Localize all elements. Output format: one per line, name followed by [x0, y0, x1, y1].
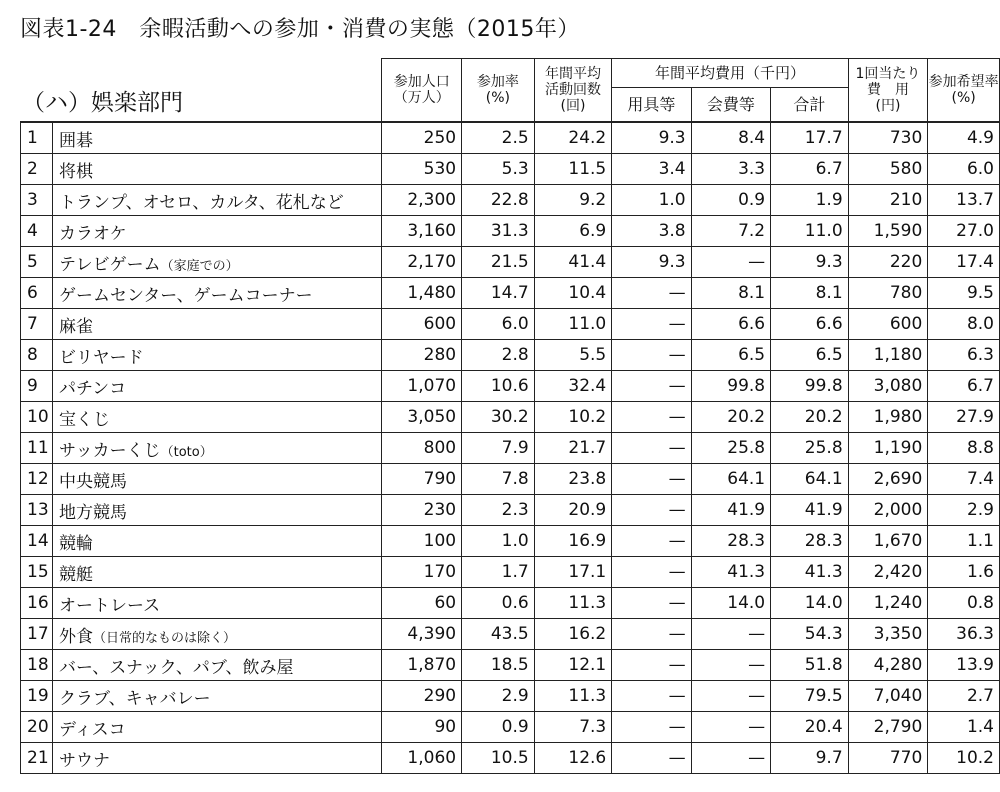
hope-rate-cell: 8.0 [928, 309, 1000, 340]
header-activity-count: 年間平均 活動回数 (回) [534, 59, 612, 123]
table-row [21, 619, 1000, 650]
participants-cell: 530 [382, 154, 462, 185]
row-number: 10 [21, 402, 53, 433]
hope-rate-cell: 1.1 [928, 526, 1000, 557]
header-equipment: 用具等 [612, 88, 691, 123]
total-cost-cell: 25.8 [771, 433, 849, 464]
table-row [21, 681, 1000, 712]
participants-cell: 100 [382, 526, 462, 557]
fee-cost-cell: 6.6 [691, 309, 771, 340]
header-total: 合計 [771, 88, 849, 123]
total-cost-cell: 8.1 [771, 278, 849, 309]
table-row [21, 122, 1000, 154]
table-row [21, 712, 1000, 743]
total-cost-cell: 11.0 [771, 216, 849, 247]
hope-rate-cell: 17.4 [928, 247, 1000, 278]
activity-name: サウナ [52, 743, 381, 774]
rate-cell: 10.6 [462, 371, 535, 402]
rate-cell: 2.5 [462, 122, 535, 154]
equipment-cost-cell: — [612, 464, 691, 495]
per-visit-cost-cell: 600 [848, 309, 928, 340]
table-row [21, 495, 1000, 526]
total-cost-cell: 54.3 [771, 619, 849, 650]
fee-cost-cell: — [691, 681, 771, 712]
total-cost-cell: 79.5 [771, 681, 849, 712]
hope-rate-cell: 6.7 [928, 371, 1000, 402]
rate-cell: 14.7 [462, 278, 535, 309]
per-visit-cost-cell: 1,180 [848, 340, 928, 371]
equipment-cost-cell: 9.3 [612, 122, 691, 154]
participants-cell: 1,870 [382, 650, 462, 681]
fee-cost-cell: — [691, 712, 771, 743]
equipment-cost-cell: — [612, 650, 691, 681]
fee-cost-cell: — [691, 247, 771, 278]
equipment-cost-cell: — [612, 588, 691, 619]
activity-count-cell: 6.9 [534, 216, 612, 247]
per-visit-cost-cell: 220 [848, 247, 928, 278]
table-row [21, 402, 1000, 433]
total-cost-cell: 1.9 [771, 185, 849, 216]
hope-rate-cell: 4.9 [928, 122, 1000, 154]
rate-cell: 31.3 [462, 216, 535, 247]
row-number: 17 [21, 619, 53, 650]
row-number: 2 [21, 154, 53, 185]
table-row [21, 464, 1000, 495]
fee-cost-cell: 3.3 [691, 154, 771, 185]
table-row [21, 154, 1000, 185]
fee-cost-cell: — [691, 619, 771, 650]
hope-rate-cell: 7.4 [928, 464, 1000, 495]
fee-cost-cell: 6.5 [691, 340, 771, 371]
participants-cell: 290 [382, 681, 462, 712]
activity-name: 将棋 [52, 154, 381, 185]
activity-count-cell: 10.2 [534, 402, 612, 433]
activity-name: 囲碁 [52, 122, 381, 154]
rate-cell: 2.8 [462, 340, 535, 371]
activity-name: 麻雀 [52, 309, 381, 340]
rate-cell: 6.0 [462, 309, 535, 340]
header-participants: 参加人口 （万人） [382, 59, 462, 123]
activity-name: 競艇 [52, 557, 381, 588]
equipment-cost-cell: — [612, 526, 691, 557]
total-cost-cell: 17.7 [771, 122, 849, 154]
equipment-cost-cell: 9.3 [612, 247, 691, 278]
hope-rate-cell: 36.3 [928, 619, 1000, 650]
row-number: 5 [21, 247, 53, 278]
row-number: 21 [21, 743, 53, 774]
row-number: 19 [21, 681, 53, 712]
participants-cell: 60 [382, 588, 462, 619]
row-number: 7 [21, 309, 53, 340]
fee-cost-cell: 99.8 [691, 371, 771, 402]
row-number: 12 [21, 464, 53, 495]
per-visit-cost-cell: 2,690 [848, 464, 928, 495]
section-title: （ハ）娯楽部門 [22, 90, 183, 116]
equipment-cost-cell: — [612, 743, 691, 774]
equipment-cost-cell: — [612, 712, 691, 743]
equipment-cost-cell: — [612, 402, 691, 433]
equipment-cost-cell: 1.0 [612, 185, 691, 216]
table-row [21, 557, 1000, 588]
table-row [21, 309, 1000, 340]
equipment-cost-cell: — [612, 681, 691, 712]
activity-count-cell: 24.2 [534, 122, 612, 154]
rate-cell: 22.8 [462, 185, 535, 216]
fee-cost-cell: 64.1 [691, 464, 771, 495]
total-cost-cell: 99.8 [771, 371, 849, 402]
equipment-cost-cell: — [612, 340, 691, 371]
header-annual-cost: 年間平均費用（千円） [612, 59, 848, 88]
row-number: 16 [21, 588, 53, 619]
fee-cost-cell: 14.0 [691, 588, 771, 619]
participants-cell: 800 [382, 433, 462, 464]
per-visit-cost-cell: 1,190 [848, 433, 928, 464]
activity-name: 外食（日常的なものは除く） [52, 619, 381, 650]
equipment-cost-cell: — [612, 309, 691, 340]
total-cost-cell: 41.9 [771, 495, 849, 526]
activity-count-cell: 12.1 [534, 650, 612, 681]
activity-count-cell: 21.7 [534, 433, 612, 464]
per-visit-cost-cell: 3,080 [848, 371, 928, 402]
rate-cell: 2.3 [462, 495, 535, 526]
participants-cell: 250 [382, 122, 462, 154]
activity-count-cell: 9.2 [534, 185, 612, 216]
rate-cell: 18.5 [462, 650, 535, 681]
row-number: 20 [21, 712, 53, 743]
total-cost-cell: 41.3 [771, 557, 849, 588]
per-visit-cost-cell: 770 [848, 743, 928, 774]
activity-count-cell: 11.5 [534, 154, 612, 185]
table-row [21, 340, 1000, 371]
table-row [21, 588, 1000, 619]
per-visit-cost-cell: 2,420 [848, 557, 928, 588]
activity-note: （家庭での） [160, 258, 239, 274]
header-fees: 会費等 [691, 88, 771, 123]
hope-rate-cell: 9.5 [928, 278, 1000, 309]
total-cost-cell: 51.8 [771, 650, 849, 681]
fee-cost-cell: 28.3 [691, 526, 771, 557]
equipment-cost-cell: — [612, 371, 691, 402]
activity-count-cell: 11.0 [534, 309, 612, 340]
per-visit-cost-cell: 730 [848, 122, 928, 154]
activity-count-cell: 7.3 [534, 712, 612, 743]
hope-rate-cell: 2.7 [928, 681, 1000, 712]
table-row [21, 278, 1000, 309]
hope-rate-cell: 1.4 [928, 712, 1000, 743]
table-row [21, 185, 1000, 216]
row-number: 6 [21, 278, 53, 309]
rate-cell: 7.8 [462, 464, 535, 495]
rate-cell: 1.0 [462, 526, 535, 557]
activity-count-cell: 23.8 [534, 464, 612, 495]
activity-name: サッカーくじ（toto） [52, 433, 381, 464]
total-cost-cell: 9.3 [771, 247, 849, 278]
hope-rate-cell: 6.3 [928, 340, 1000, 371]
per-visit-cost-cell: 1,590 [848, 216, 928, 247]
table-row [21, 433, 1000, 464]
row-number: 13 [21, 495, 53, 526]
activity-name: 競輪 [52, 526, 381, 557]
total-cost-cell: 20.4 [771, 712, 849, 743]
hope-rate-cell: 27.0 [928, 216, 1000, 247]
fee-cost-cell: 7.2 [691, 216, 771, 247]
hope-rate-cell: 2.9 [928, 495, 1000, 526]
participants-cell: 230 [382, 495, 462, 526]
equipment-cost-cell: 3.8 [612, 216, 691, 247]
activity-name: カラオケ [52, 216, 381, 247]
activity-name: トランプ、オセロ、カルタ、花札など [52, 185, 381, 216]
activity-name: テレビゲーム（家庭での） [52, 247, 381, 278]
equipment-cost-cell: — [612, 495, 691, 526]
hope-rate-cell: 13.9 [928, 650, 1000, 681]
activity-count-cell: 41.4 [534, 247, 612, 278]
header-blank [21, 59, 382, 123]
rate-cell: 0.6 [462, 588, 535, 619]
row-number: 14 [21, 526, 53, 557]
row-number: 3 [21, 185, 53, 216]
activity-name: 宝くじ [52, 402, 381, 433]
per-visit-cost-cell: 210 [848, 185, 928, 216]
activity-note: （日常的なものは除く） [92, 630, 236, 646]
per-visit-cost-cell: 580 [848, 154, 928, 185]
total-cost-cell: 14.0 [771, 588, 849, 619]
header-rate: 参加率 (%) [462, 59, 535, 123]
activity-count-cell: 5.5 [534, 340, 612, 371]
leisure-table [20, 58, 1000, 774]
per-visit-cost-cell: 1,980 [848, 402, 928, 433]
hope-rate-cell: 13.7 [928, 185, 1000, 216]
equipment-cost-cell: 3.4 [612, 154, 691, 185]
hope-rate-cell: 6.0 [928, 154, 1000, 185]
row-number: 1 [21, 122, 53, 154]
participants-cell: 3,050 [382, 402, 462, 433]
hope-rate-cell: 27.9 [928, 402, 1000, 433]
per-visit-cost-cell: 1,240 [848, 588, 928, 619]
rate-cell: 0.9 [462, 712, 535, 743]
total-cost-cell: 6.5 [771, 340, 849, 371]
table-row [21, 247, 1000, 278]
fee-cost-cell: 41.9 [691, 495, 771, 526]
activity-name: オートレース [52, 588, 381, 619]
activity-count-cell: 32.4 [534, 371, 612, 402]
participants-cell: 790 [382, 464, 462, 495]
row-number: 9 [21, 371, 53, 402]
fee-cost-cell: 0.9 [691, 185, 771, 216]
activity-count-cell: 12.6 [534, 743, 612, 774]
activity-name: ゲームセンター、ゲームコーナー [52, 278, 381, 309]
fee-cost-cell: 8.1 [691, 278, 771, 309]
rate-cell: 1.7 [462, 557, 535, 588]
fee-cost-cell: — [691, 743, 771, 774]
rate-cell: 43.5 [462, 619, 535, 650]
participants-cell: 600 [382, 309, 462, 340]
activity-name: パチンコ [52, 371, 381, 402]
total-cost-cell: 9.7 [771, 743, 849, 774]
participants-cell: 1,070 [382, 371, 462, 402]
row-number: 18 [21, 650, 53, 681]
per-visit-cost-cell: 7,040 [848, 681, 928, 712]
table-row [21, 526, 1000, 557]
activity-name: 地方競馬 [52, 495, 381, 526]
participants-cell: 280 [382, 340, 462, 371]
total-cost-cell: 6.6 [771, 309, 849, 340]
row-number: 8 [21, 340, 53, 371]
per-visit-cost-cell: 1,670 [848, 526, 928, 557]
rate-cell: 2.9 [462, 681, 535, 712]
participants-cell: 3,160 [382, 216, 462, 247]
table-row [21, 650, 1000, 681]
activity-count-cell: 17.1 [534, 557, 612, 588]
equipment-cost-cell: — [612, 433, 691, 464]
rate-cell: 21.5 [462, 247, 535, 278]
table-row [21, 371, 1000, 402]
participants-cell: 90 [382, 712, 462, 743]
activity-name: ディスコ [52, 712, 381, 743]
fee-cost-cell: — [691, 650, 771, 681]
total-cost-cell: 20.2 [771, 402, 849, 433]
activity-name: バー、スナック、パブ、飲み屋 [52, 650, 381, 681]
total-cost-cell: 64.1 [771, 464, 849, 495]
participants-cell: 2,170 [382, 247, 462, 278]
per-visit-cost-cell: 4,280 [848, 650, 928, 681]
participants-cell: 1,060 [382, 743, 462, 774]
row-number: 11 [21, 433, 53, 464]
total-cost-cell: 28.3 [771, 526, 849, 557]
activity-count-cell: 11.3 [534, 588, 612, 619]
participants-cell: 170 [382, 557, 462, 588]
equipment-cost-cell: — [612, 278, 691, 309]
equipment-cost-cell: — [612, 557, 691, 588]
document-title: 図表1-24 余暇活動への参加・消費の実態（2015年） [20, 17, 580, 42]
per-visit-cost-cell: 780 [848, 278, 928, 309]
activity-count-cell: 11.3 [534, 681, 612, 712]
participants-cell: 4,390 [382, 619, 462, 650]
participants-cell: 1,480 [382, 278, 462, 309]
fee-cost-cell: 25.8 [691, 433, 771, 464]
per-visit-cost-cell: 3,350 [848, 619, 928, 650]
activity-count-cell: 16.2 [534, 619, 612, 650]
header-per-visit: 1回当たり 費 用 (円) [848, 59, 928, 123]
participants-cell: 2,300 [382, 185, 462, 216]
fee-cost-cell: 20.2 [691, 402, 771, 433]
hope-rate-cell: 1.6 [928, 557, 1000, 588]
table-row [21, 743, 1000, 774]
fee-cost-cell: 8.4 [691, 122, 771, 154]
equipment-cost-cell: — [612, 619, 691, 650]
activity-count-cell: 16.9 [534, 526, 612, 557]
row-number: 15 [21, 557, 53, 588]
row-number: 4 [21, 216, 53, 247]
rate-cell: 7.9 [462, 433, 535, 464]
hope-rate-cell: 0.8 [928, 588, 1000, 619]
rate-cell: 5.3 [462, 154, 535, 185]
per-visit-cost-cell: 2,000 [848, 495, 928, 526]
rate-cell: 10.5 [462, 743, 535, 774]
activity-name: ビリヤード [52, 340, 381, 371]
header-hope-rate: 参加希望率 (%) [928, 59, 1000, 123]
activity-count-cell: 20.9 [534, 495, 612, 526]
activity-count-cell: 10.4 [534, 278, 612, 309]
hope-rate-cell: 10.2 [928, 743, 1000, 774]
per-visit-cost-cell: 2,790 [848, 712, 928, 743]
activity-name: クラブ、キャバレー [52, 681, 381, 712]
fee-cost-cell: 41.3 [691, 557, 771, 588]
activity-note: （toto） [160, 444, 213, 460]
activity-name: 中央競馬 [52, 464, 381, 495]
total-cost-cell: 6.7 [771, 154, 849, 185]
rate-cell: 30.2 [462, 402, 535, 433]
table-row [21, 216, 1000, 247]
hope-rate-cell: 8.8 [928, 433, 1000, 464]
